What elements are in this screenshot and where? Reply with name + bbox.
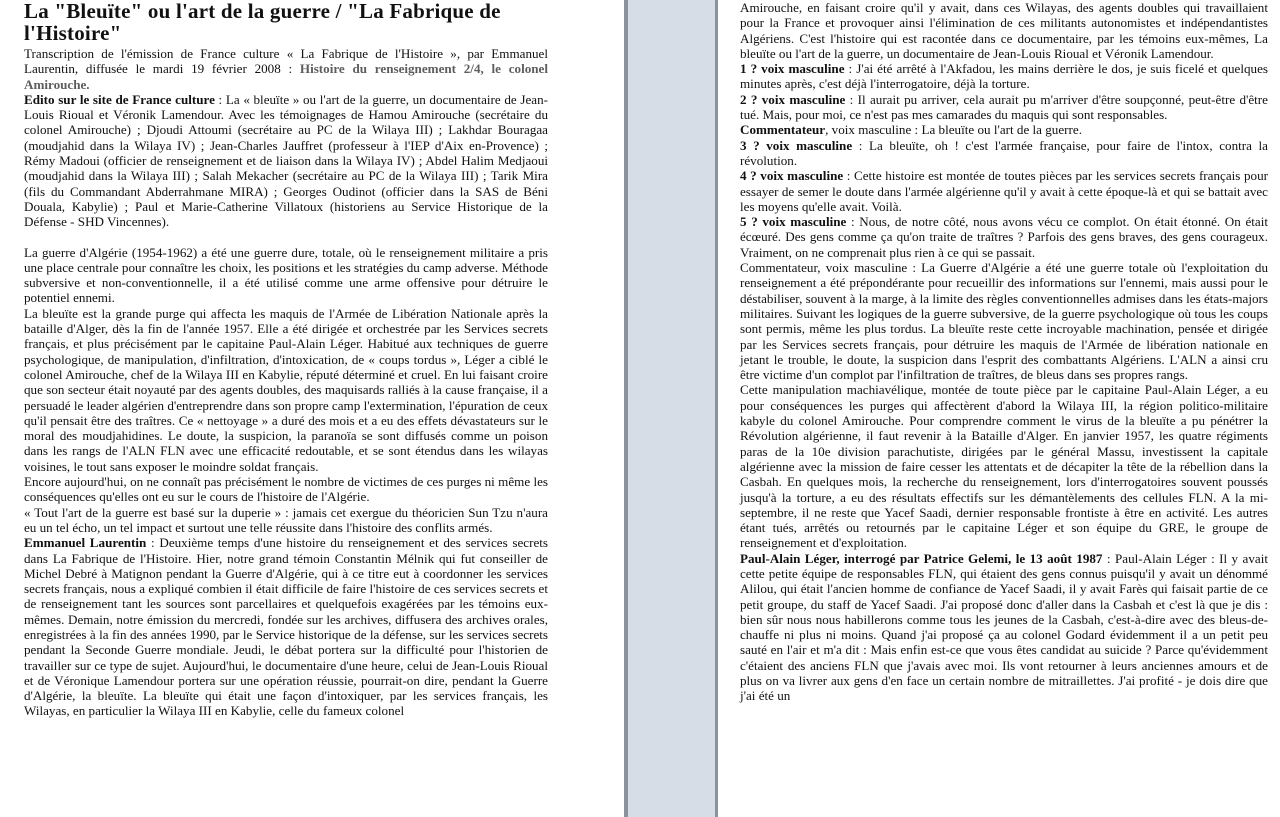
manipulation-paragraph: Cette manipulation machiavélique, montée de toute pièce par le capitaine Paul-Alain Léger, a eu pour conséquences les purges qui affectèrent d'abord la Wilaya III, la région politico-militaire kabyle du colonel Amirouche. Pour comprendre comment le virus de la bleuïte a pu pénétrer la Révolution algérienne, il faut revenir à la Bataille d'Alger. En janvier 1957, les quatre régiments paras de la 10e division parachutiste, dirigées par le général Massu, investissent la capitale algérienne avec la mission de faire cesser les attentats et de décapiter la tête de la rébellion dans la Casbah. En quelques mois, la recherche du renseignement, lors d'interrogatoires souvent poussés jusqu'à la torture, a eu des résultats effectifs sur les démantèlements des cellules FLN. A la mi-septembre, il ne reste que Yacef Saadi, dernier responsable frontiste à être en activité. Les autres étant tués, arrêtés ou retournés par le capitaine Léger et son équipe du GRE, le groupe de renseignement et d'exploitation. — [740, 382, 1268, 551]
voice-1-paragraph — [740, 61, 1268, 92]
paragraph-bleuite: La bleuïte est la grande purge qui affecta les maquis de l'Armée de Libération Nationale après la bataille d'Alger, dès la fin de l'année 1957. Elle a été dirigée et orchestrée par les Services secrets français, et plus précisément par le capitaine Paul-Alain Léger. Habitué aux techniques de guerre psychologique, de manipulation, d'infiltration, d'intoxication, de « coups tordus », Léger a ciblé le colonel Amirouche, chef de la Wilaya III en Kabylie, réputé déterminé et cruel. En lui faisant croire que son secteur était noyauté par des agents doubles, des maquisards ralliés à la cause française, il a persuadé le leader algérien d'entreprendre dans son propre camp l'extermination, l'épuration de ceux qu'il pensait être des traîtres. Ce « nettoyage » a duré des mois et a eu des effets dévastateurs sur le moral des moudjahidines. Le doute, la suspicion, la paranoïa se sont diffusés comme un poison dans les rangs de l'ALN FLN avec une efficacité redoutable, et se sont étendus dans les wilayas voisines, le tout sans exposer le moindre soldat français. — [24, 305, 548, 474]
voice-4-paragraph — [740, 168, 1268, 214]
document-title: La "Bleuïte" ou l'art de la guerre / "La Fabrique de l'Histoire" — [24, 0, 501, 45]
page-gutter — [624, 0, 718, 817]
voice-5-label: 5 ? voix masculine — [740, 214, 847, 230]
commentator-label: Commentateur — [740, 122, 826, 138]
document-page-right — [718, 0, 1280, 817]
voice-1-label: 1 ? voix masculine — [740, 61, 845, 77]
commentator-text: , voix masculine : La bleuïte ou l'art de la guerre. — [825, 122, 1082, 138]
paragraph-sun-tzu: « Tout l'art de la guerre est basé sur la duperie » : jamais cet exergue du théoricien Sun Tzu n'aura eu un tel écho, un tel impact et surtout une telle réussite dans l'histoire des conflits armés. — [24, 504, 548, 535]
voice-1-text: : J'ai été arrêté à l'Akfadou, les mains derrière le dos, je suis ficelé et quelques minutes après, c'est déjà l'interrogatoire, déjà la torture. — [740, 61, 1268, 92]
paragraph-context: La guerre d'Algérie (1954-1962) a été une guerre dure, totale, où le renseignement militaire a pris une place centrale pour connaître les choix, les positions et les stratégies du camp adverse. Méthode subversive et non-conventionnelle, il a été utilisé comme une arme offensive pour détruire le potentiel ennemi. — [24, 244, 548, 306]
intro-episode: Histoire du renseignement 2/4, le colonel Amirouche. — [24, 61, 548, 92]
leger-paragraph — [740, 551, 1268, 704]
voice-5-text: : Nous, de notre côté, nous avons vécu ce complot. On était étonné. On était écœuré. Des gens comme ça qu'on traite de traîtres ? Parfois des gens braves, des gens courageux. Vraiment, on ne comprenait plus rien à ce qui se passait. — [740, 214, 1268, 260]
paragraph-victims: Encore aujourd'hui, on ne connaît pas précisément le nombre de victimes de ces purges ni même les conséquences qu'elles ont eu sur le cours de l'histoire de l'Algérie. — [24, 474, 548, 505]
document-page-left — [0, 0, 624, 817]
intro-text: Transcription de l'émission de France culture « La Fabrique de l'Histoire », par Emmanuel Laurentin, diffusée le mardi 19 février 2008 : — [24, 46, 548, 77]
voice-4-label: 4 ? voix masculine — [740, 168, 844, 184]
laurentin-text: : Deuxième temps d'une histoire du renseignement et des services secrets dans La Fabrique de l'Histoire. Hier, notre grand témoin Constantin Mélnik qui fut conseiller de Michel Debré à Matignon pendant la Guerre d'Algérie, qui à ce titre eut à coordonner les services secrets français, nous a expliqué combien il était difficile de faire l'histoire de ces services secrets et de renseignement tant les sources sont parcellaires et quelquefois exagérées par les témoins eux-mêmes. Demain, notre émission du mercredi, fondée sur les archives, diffusera des archives orales, enregistrées à la fin des années 1990, par le Service historique de la défense, sur les services secrets pendant la Seconde Guerre mondiale. Jeudi, le débat portera sur la difficulté pour l'historien de travailler sur ce type de sujet. Aujourd'hui, le documentaire d'une heure, celui de Jean-Louis Rioual et de Véronique Lamendour portera sur une opération réussie, pourrait-on dire, pendant la Guerre d'Algérie, la bleuïte. La bleuïte qui était une façon d'intoxiquer, par les services français, les Wilayas, en particulier la Wilaya III en Kabylie, celle du fameux colonel — [24, 535, 548, 719]
commentator-paragraph — [740, 122, 1268, 137]
edito-text: : La « bleuïte » ou l'art de la guerre, un documentaire de Jean-Louis Rioual et Véronik Lamendour. Avec les témoignages de Hamou Amirouche (secrétaire du colonel Amirouche) ; Djoudi Attoumi (secrétaire au PC de la Wilaya III) ; Lakhdar Bouragaa (moudjahid dans la Wilaya IV) ; Jean-Charles Jauffret (professeur à l'IEP d'Aix en-Provence) ; Rémy Madoui (officier de renseignement et de liaison dans la Wilaya IV) ; Abdel Halim Medjaoui (moudjahid dans la Wilaya III) ; Salah Mekacher (secrétaire au PC de la Wilaya III) ; Tarik Mira (fils du Commandant Abderrahmane MIRA) ; Georges Oudinot (officier dans la SAS de Béni Douala, Kabylie) ; Paul et Marie-Catherine Villatoux (historiens au Service Historique de la Défense - SHD Vincennes). — [24, 91, 548, 230]
continuation-paragraph: Amirouche, en faisant croire qu'il y avait, dans ces Wilayas, des agents doubles qui travaillaient pour la France et provoquer ainsi l'élimination de ces militants autonomistes et indépendantistes Algériens. C'est l'histoire qui est racontée dans ce documentaire, par les témoins eux-mêmes, La bleuïte ou l'art de la guerre, un documentaire de Jean-Louis Rioual et Véronik Lamendour. — [740, 0, 1268, 61]
voice-2-paragraph — [740, 92, 1268, 123]
voice-3-label: 3 ? voix masculine — [740, 137, 853, 153]
voice-4-text: : Cette histoire est montée de toutes pièces par les services secrets français pour essayer de semer le doute dans l'armée algérienne qu'il y avait à cette époque-là et qui se battait avec les moyens qu'elle avait. Voilà. — [740, 168, 1268, 214]
voice-2-text: : Il aurait pu arriver, cela aurait pu m'arriver d'être soupçonné, peut-être d'être tué. Mais, pour moi, ce n'est pas mes camarades du maquis qui sont responsables. — [740, 91, 1268, 123]
laurentin-paragraph — [24, 535, 548, 719]
voice-3-paragraph — [740, 138, 1268, 169]
intro-paragraph — [24, 46, 548, 92]
edito-paragraph — [24, 92, 548, 230]
edito-label: Edito sur le site de France culture — [24, 91, 215, 107]
leger-text: : Paul-Alain Léger : Il y avait cette petite équipe de responsables FLN, qui étaient des gens connus puisqu'il y avait un dénommé Alilou, qui était l'ancien homme de confiance de Yacef Saadi, il y avait Farès qui faisait partie de ce petit groupe, du staff de Yacef Saadi. J'ai proposé donc d'aller dans la Casbah et c'est là que je dis : bien sûr nous nous habillerons comme tous les jeunes de la Casbah, c'est-à-dire avec des bleus-de-chauffe ni plus ni moins. Quand j'ai proposé ça au colonel Godard évidemment il a un petit peu sauté en l'air et m'a dit : Mais enfin est-ce que vous êtes candidat au suicide ? Parce qu'évidemment c'étaient des anciens FLN que j'avais avec moi. Ils vont retourner à leurs anciennes amours et de plus on va livrer aux gens d'en face un certain nombre de mitraillettes. J'ai profité - je dois dire que j'ai été un — [740, 550, 1268, 704]
page-shadow-left — [624, 0, 628, 817]
voice-3-text: : La bleuïte, oh ! c'est l'armée française, pour faire de l'intox, contra la révolution. — [740, 137, 1268, 168]
voice-5-paragraph — [740, 214, 1268, 260]
commentator-2-paragraph: Commentateur, voix masculine : La Guerre d'Algérie a été une guerre totale où l'exploitation du renseignement a été prépondérante pour recueillir des informations sur l'ennemi, mais aussi pour le déstabiliser, souvent à la marge, à la limite des règles conventionnelles admises dans les états-majors militaires. Suivant les logiques de la guerre subversive, de la guerre psychologique où tous les coups sont permis, même les plus tordus. La bleuïte reste cette incroyable machination, pensée et dirigée par les Services secrets français, pour détruire les maquis de l'Armée de libération nationale en jetant le trouble, le doute, la suspicion dans l'esprit des combattants Algériens. L'ALN a ainsi cru être victime d'un complot par l'infiltration de traîtres, de bleus dans ses propres rangs. — [740, 260, 1268, 383]
leger-label: Paul-Alain Léger, interrogé par Patrice Gelemi, le 13 août 1987 — [740, 550, 1103, 566]
voice-2-label: 2 ? voix masculine — [740, 91, 846, 107]
laurentin-label: Emmanuel Laurentin — [24, 535, 147, 551]
